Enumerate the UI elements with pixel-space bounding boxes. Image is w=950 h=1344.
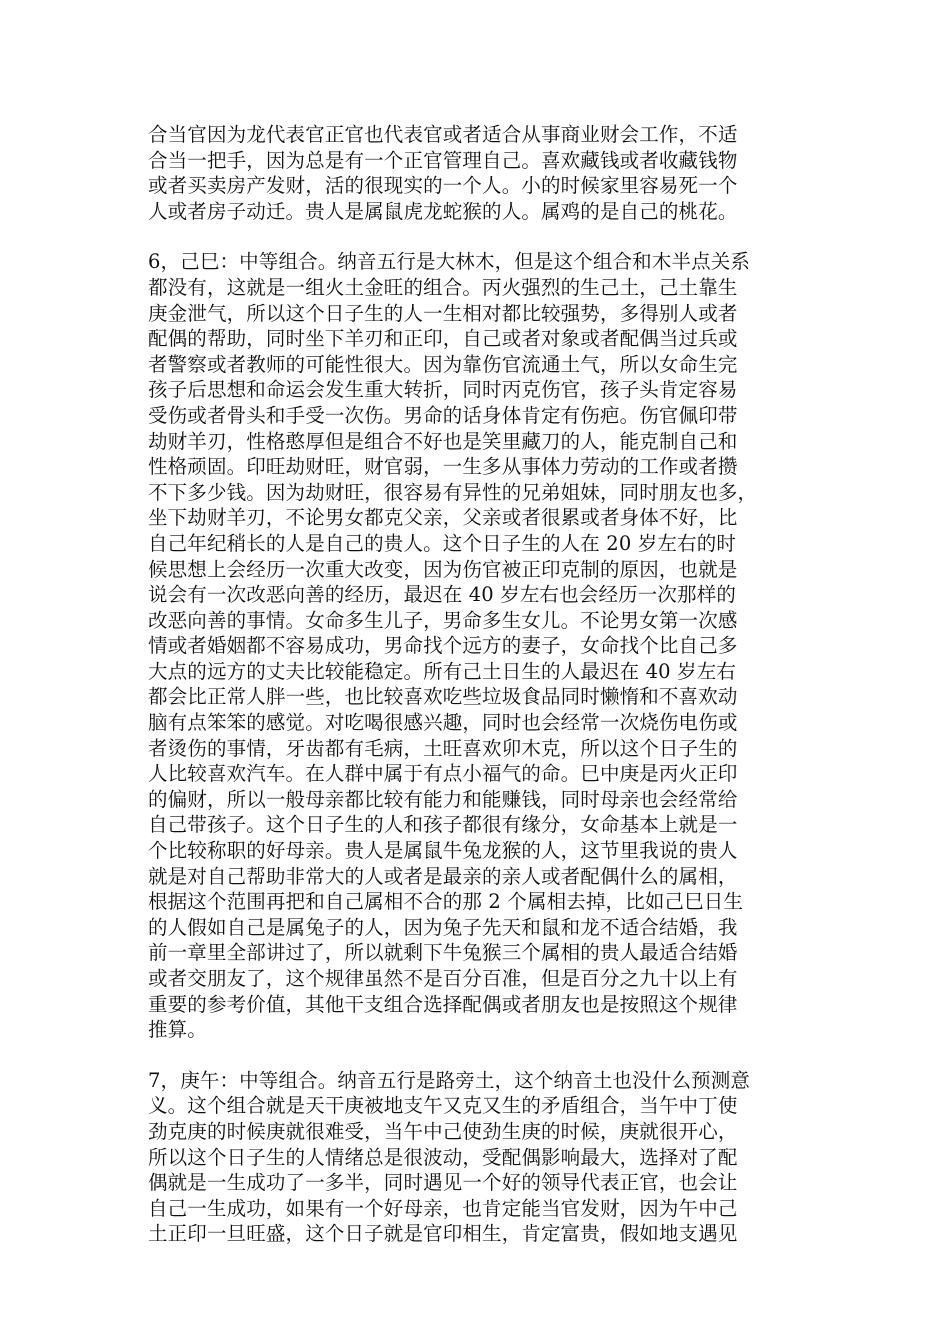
text-line: 不下多少钱。因为劫财旺，很容易有异性的兄弟姐妹，同时朋友也多， (148, 480, 758, 504)
text-line: 所以这个日子生的人情绪总是很波动，受配偶影响最大，选择对了配 (148, 1145, 738, 1169)
paragraph (148, 122, 814, 224)
text-line: 候思想上会经历一次重大改变，因为伤官被正印克制的原因，也就是 (148, 557, 738, 581)
text-line: 6，己巳：中等组合。纳音五行是大林木，但是这个组合和木半点关系 (148, 250, 751, 274)
text-line: 义。这个组合就是天干庚被地支午又克又生的矛盾组合，当午中丁使 (148, 1094, 738, 1118)
text-line: 庚金泄气，所以这个日子生的人一生相对都比较强势，多得别人或者 (148, 301, 738, 325)
text-line: 性格顽固。印旺劫财旺，财官弱，一生多从事体力劳动的工作或者攒 (148, 455, 738, 479)
paragraph (148, 249, 814, 1042)
text-line: 的偏财，所以一般母亲都比较有能力和能赚钱，同时母亲也会经常给 (148, 787, 738, 811)
text-line: 重要的参考价值，其他干支组合选择配偶或者朋友也是按照这个规律 (148, 992, 738, 1016)
text-line: 根据这个范围再把和自己属相不合的那 2 个属相去掉，比如己巳日生 (148, 890, 744, 914)
text-line: 者警察或者教师的可能性很大。因为靠伤官流通土气，所以女命生完 (148, 352, 738, 376)
document-page (148, 122, 814, 1272)
text-line: 坐下劫财羊刃，不论男女都克父亲，父亲或者很累或者身体不好，比 (148, 506, 738, 530)
text-line: 推算。 (148, 1018, 207, 1042)
text-line: 都会比正常人胖一些，也比较喜欢吃些垃圾食品同时懒惰和不喜欢动 (148, 685, 738, 709)
text-line: 情或者婚姻都不容易成功，男命找个远方的妻子，女命找个比自己多 (148, 634, 738, 658)
text-line: 配偶的帮助，同时坐下羊刃和正印，自己或者对象或者配偶当过兵或 (148, 327, 738, 351)
text-line: 7，庚午：中等组合。纳音五行是路旁土，这个纳音土也没什么预测意 (148, 1068, 751, 1092)
text-line: 合当一把手，因为总是有一个正官管理自己。喜欢藏钱或者收藏钱物 (148, 148, 738, 172)
text-line: 人或者房子动迁。贵人是属鼠虎龙蛇猴的人。属鸡的是自己的桃花。 (148, 199, 738, 223)
text-line: 自己一生成功，如果有一个好母亲，也肯定能当官发财，因为午中己 (148, 1196, 738, 1220)
text-line: 偶就是一生成功了一多半，同时遇见一个好的领导代表正官，也会让 (148, 1171, 738, 1195)
text-line: 自己带孩子。这个日子生的人和孩子都很有缘分，女命基本上就是一 (148, 813, 738, 837)
text-line: 个比较称职的好母亲。贵人是属鼠牛兔龙猴的人，这节里我说的贵人 (148, 839, 738, 863)
text-line: 受伤或者骨头和手受一次伤。男命的话身体肯定有伤疤。伤官佩印带 (148, 403, 738, 427)
text-line: 就是对自己帮助非常大的人或者是最亲的亲人或者配偶什么的属相， (148, 864, 738, 888)
text-line: 改恶向善的事情。女命多生儿子，男命多生女儿。不论男女第一次感 (148, 608, 738, 632)
text-line: 或者买卖房产发财，活的很现实的一个人。小的时候家里容易死一个 (148, 174, 738, 198)
text-line: 大点的远方的丈夫比较能稳定。所有己土日生的人最迟在 40 岁左右 (148, 659, 737, 683)
text-line: 说会有一次改恶向善的经历，最迟在 40 岁左右也会经历一次那样的 (148, 583, 737, 607)
text-line: 孩子后思想和命运会发生重大转折，同时丙克伤官，孩子头肯定容易 (148, 378, 738, 402)
text-line: 脑有点笨笨的感觉。对吃喝很感兴趣，同时也会经常一次烧伤电伤或 (148, 711, 738, 735)
text-line: 的人假如自己是属兔子的人，因为兔子先天和鼠和龙不适合结婚，我 (148, 915, 738, 939)
text-line: 者烫伤的事情，牙齿都有毛病，土旺喜欢卯木克，所以这个日子生的 (148, 736, 738, 760)
text-line: 都没有，这就是一组火土金旺的组合。丙火强烈的生己土，己土靠生 (148, 275, 738, 299)
text-line: 前一章里全部讲过了，所以就剩下牛兔猴三个属相的贵人最适合结婚 (148, 941, 738, 965)
text-line: 人比较喜欢汽车。在人群中属于有点小福气的命。巳中庚是丙火正印 (148, 762, 738, 786)
text-line: 劫财羊刃，性格憨厚但是组合不好也是笑里藏刀的人，能克制自己和 (148, 429, 738, 453)
text-line: 或者交朋友了，这个规律虽然不是百分百准，但是百分之九十以上有 (148, 967, 738, 990)
paragraph (148, 1068, 814, 1247)
text-line: 合当官因为龙代表官正官也代表官或者适合从事商业财会工作，不适 (148, 123, 738, 146)
text-line: 自己年纪稍长的人是自己的贵人。这个日子生的人在 20 岁左右的时 (148, 531, 737, 555)
text-line: 土正印一旦旺盛，这个日子就是官印相生，肯定富贵，假如地支遇见 (148, 1222, 738, 1246)
text-line: 劲克庚的时候庚就很难受，当午中己使劲生庚的时候，庚就很开心， (148, 1119, 738, 1143)
